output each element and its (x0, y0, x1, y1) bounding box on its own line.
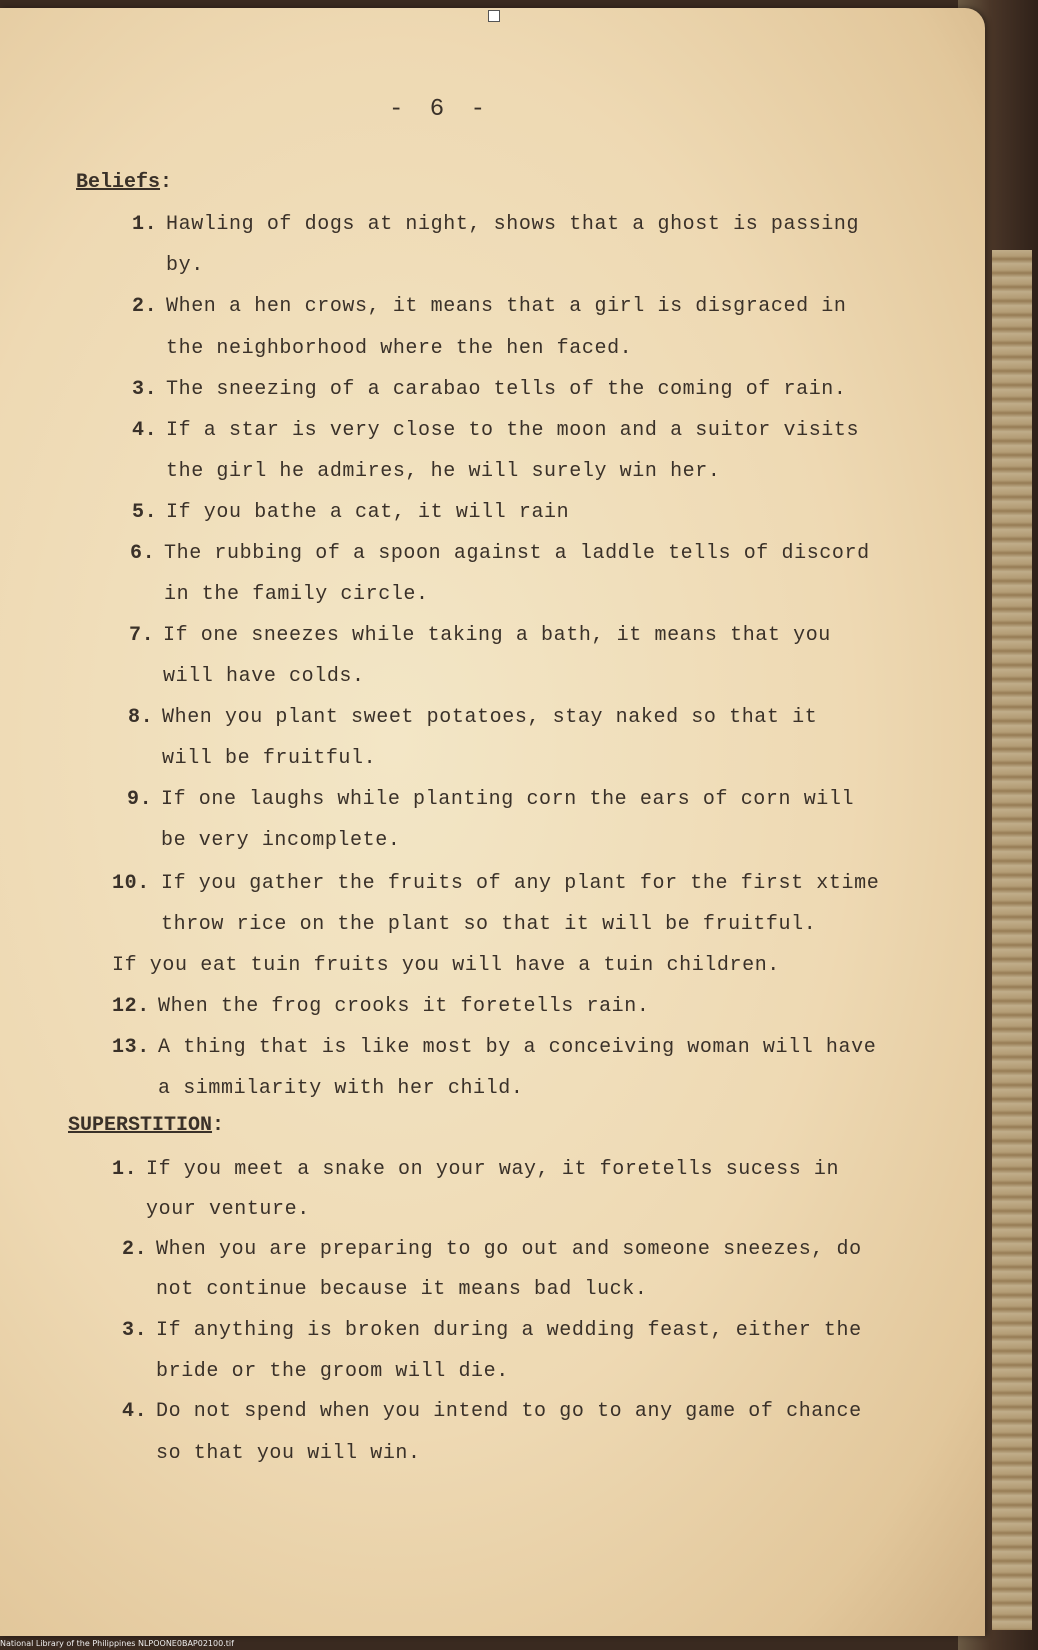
list-item (128, 706, 817, 729)
scan-footer: National Library of the Philippines NLPOONE0BAP02100.tif (0, 1639, 234, 1648)
item-text: A thing that is like most by a conceiving woman will have (158, 1036, 877, 1059)
item-text: The rubbing of a spoon against a laddle tells of discord (164, 542, 870, 565)
list-item (129, 624, 831, 647)
list-item (132, 295, 847, 318)
item-number: 4. (132, 419, 158, 442)
item-number: 3. (122, 1319, 148, 1342)
list-item (112, 1036, 876, 1059)
document-page (0, 8, 985, 1636)
item-number: 10. (112, 872, 150, 895)
item-number: 4. (122, 1400, 148, 1423)
list-item (122, 1400, 862, 1423)
list-item-continuation: be very incomplete. (161, 829, 401, 852)
item-text: When a hen crows, it means that a girl is disgraced in (166, 295, 847, 318)
item-number: 1. (112, 1158, 138, 1181)
list-item (122, 1238, 862, 1261)
list-item-continuation: the neighborhood where the hen faced. (166, 337, 633, 360)
item-text: If you bathe a cat, it will rain (166, 501, 570, 524)
list-item (132, 213, 859, 236)
page-number: - 6 - (388, 96, 491, 123)
list-item (132, 419, 859, 442)
list-item (130, 542, 870, 565)
item-text: If anything is broken during a wedding feast, either the (156, 1319, 862, 1342)
list-item-continuation: not continue because it means bad luck. (156, 1278, 648, 1301)
page-edges (992, 250, 1032, 1630)
item-number: 2. (122, 1238, 148, 1261)
list-item (112, 1158, 839, 1181)
list-item-continuation: will have colds. (163, 665, 365, 688)
scanner-marker (488, 10, 500, 22)
list-item-continuation: throw rice on the plant so that it will be fruitful. (161, 913, 817, 936)
item-text: The sneezing of a carabao tells of the coming of rain. (166, 378, 847, 401)
list-item (132, 501, 569, 524)
beliefs-heading-text: Beliefs (76, 171, 161, 194)
list-item-continuation: by. (166, 254, 204, 277)
list-item-continuation: a simmilarity with her child. (158, 1077, 524, 1100)
item-number: 2. (132, 295, 158, 318)
item-text: If you meet a snake on your way, it foretells sucess in (146, 1158, 840, 1181)
item-number: 9. (127, 788, 153, 811)
item-text: If one laughs while planting corn the ears of corn will (161, 788, 855, 811)
item-text: Hawling of dogs at night, shows that a ghost is passing (166, 213, 860, 236)
list-item (132, 378, 847, 401)
item-text: If you gather the fruits of any plant for the first xtime (161, 872, 880, 895)
list-item-continuation: in the family circle. (164, 583, 429, 606)
list-item-continuation: the girl he admires, he will surely win her. (166, 460, 721, 483)
item-number: 7. (129, 624, 155, 647)
list-item-continuation: your venture. (146, 1198, 310, 1221)
item-text: If you eat tuin fruits you will have a tuin children. (112, 954, 780, 977)
item-text: When you plant sweet potatoes, stay naked so that it (162, 706, 818, 729)
item-text: If a star is very close to the moon and a suitor visits (166, 419, 860, 442)
beliefs-heading: Beliefs: (76, 171, 173, 194)
item-number: 1. (132, 213, 158, 236)
list-item-continuation: bride or the groom will die. (156, 1360, 509, 1383)
item-number: 3. (132, 378, 158, 401)
item-text: When you are preparing to go out and someone sneezes, do (156, 1238, 862, 1261)
item-text: Do not spend when you intend to go to any game of chance (156, 1400, 862, 1423)
item-number: 12. (112, 995, 150, 1018)
list-item-continuation: will be fruitful. (162, 747, 377, 770)
list-item (112, 954, 780, 977)
item-text: When the frog crooks it foretells rain. (158, 995, 650, 1018)
superstition-heading: SUPERSTITION: (68, 1114, 225, 1137)
list-item-continuation: so that you will win. (156, 1442, 421, 1465)
list-item (122, 1319, 862, 1342)
item-number: 8. (128, 706, 154, 729)
list-item (127, 788, 854, 811)
item-number: 5. (132, 501, 158, 524)
superstition-heading-text: SUPERSTITION (68, 1114, 213, 1137)
item-text: If one sneezes while taking a bath, it means that you (163, 624, 831, 647)
list-item (112, 995, 649, 1018)
item-number: 13. (112, 1036, 150, 1059)
list-item (112, 872, 879, 895)
item-number: 6. (130, 542, 156, 565)
